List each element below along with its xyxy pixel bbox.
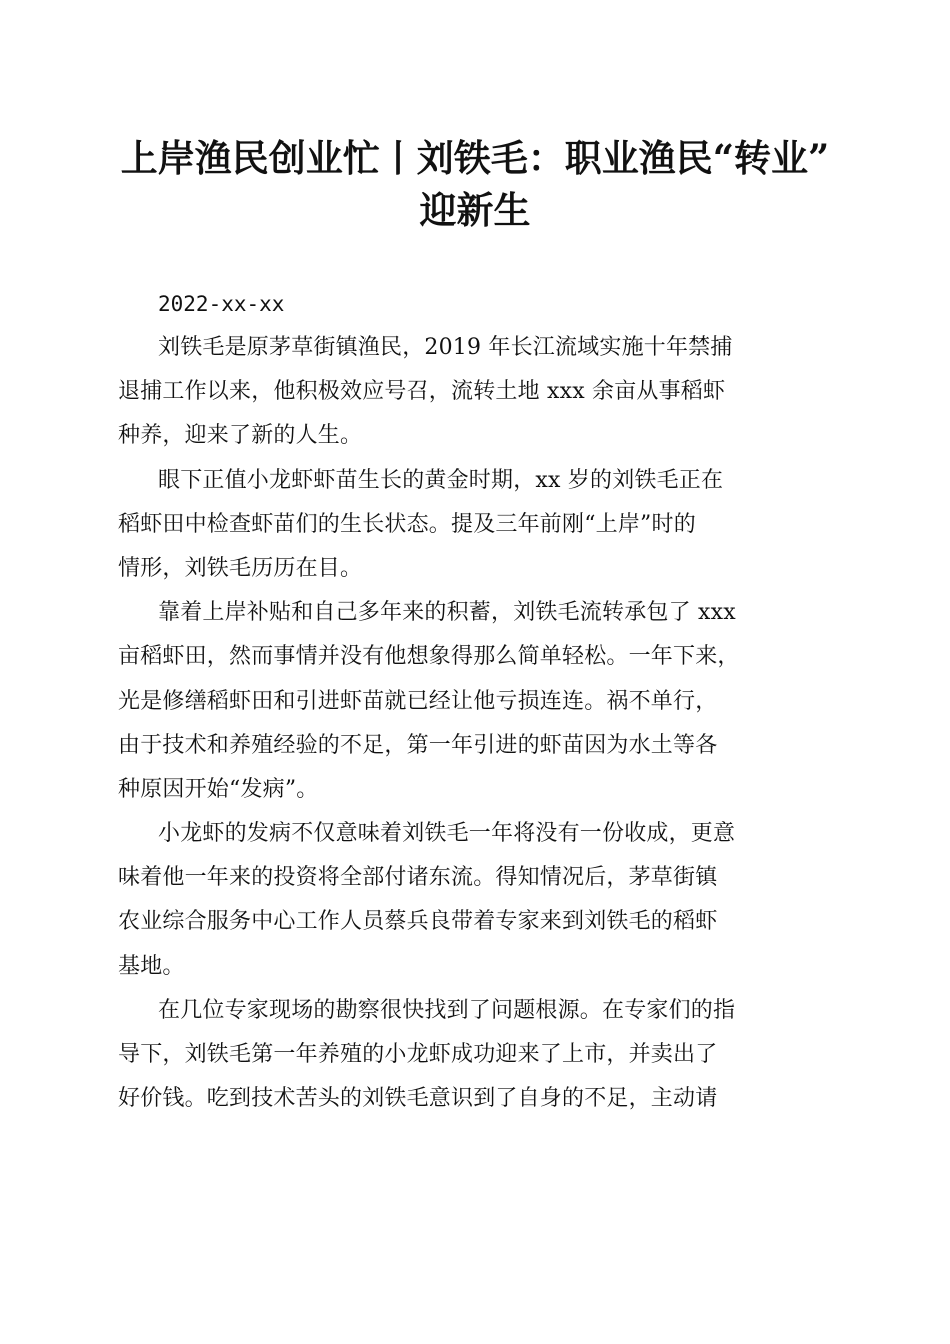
paragraph-line: 基地。 <box>118 953 185 979</box>
paragraph-line: 靠着上岸补贴和自己多年来的积蓄，刘铁毛流转承包了 xxx <box>158 600 736 626</box>
publish-date: 2022-xx-xx <box>158 292 285 316</box>
paragraph-line: 退捕工作以来，他积极效应号召，流转土地 xxx 余亩从事稻虾 <box>118 379 726 405</box>
paragraph-line: 种养，迎来了新的人生。 <box>118 423 363 449</box>
paragraph-line: 小龙虾的发病不仅意味着刘铁毛一年将没有一份收成，更意 <box>158 821 736 847</box>
paragraph-line: 农业综合服务中心工作人员蔡兵良带着专家来到刘铁毛的稻虾 <box>118 909 718 935</box>
paragraph-line: 稻虾田中检查虾苗们的生长状态。提及三年前刚“上岸”时的 <box>118 511 696 537</box>
article-body <box>118 282 828 1121</box>
paragraph-line: 由于技术和养殖经验的不足，第一年引进的虾苗因为水土等各 <box>118 732 718 758</box>
paragraph-line: 光是修缮稻虾田和引进虾苗就已经让他亏损连连。祸不单行， <box>118 688 718 714</box>
title-line: 迎新生 <box>419 188 531 232</box>
paragraph-line: 好价钱。吃到技术苦头的刘铁毛意识到了自身的不足，主动请 <box>118 1086 718 1112</box>
paragraph-line: 种原因开始“发病”。 <box>118 776 319 802</box>
paragraph-line: 情形，刘铁毛历历在目。 <box>118 555 363 581</box>
paragraph-line: 在几位专家现场的勘察很快找到了问题根源。在专家们的指 <box>158 997 736 1023</box>
article-title <box>110 132 840 236</box>
title-line: 上岸渔民创业忙丨刘铁毛：职业渔民“转业” <box>120 136 830 180</box>
paragraph-line: 导下，刘铁毛第一年养殖的小龙虾成功迎来了上市，并卖出了 <box>118 1042 718 1067</box>
paragraph-line: 味着他一年来的投资将全部付诸东流。得知情况后，茅草街镇 <box>118 865 718 891</box>
paragraph-line: 刘铁毛是原茅草街镇渔民，2019 年长江流域实施十年禁捕 <box>158 335 733 360</box>
paragraph-line: 亩稻虾田，然而事情并没有他想象得那么简单轻松。一年下来， <box>118 644 740 670</box>
paragraph-line: 眼下正值小龙虾虾苗生长的黄金时期，xx 岁的刘铁毛正在 <box>158 467 724 493</box>
